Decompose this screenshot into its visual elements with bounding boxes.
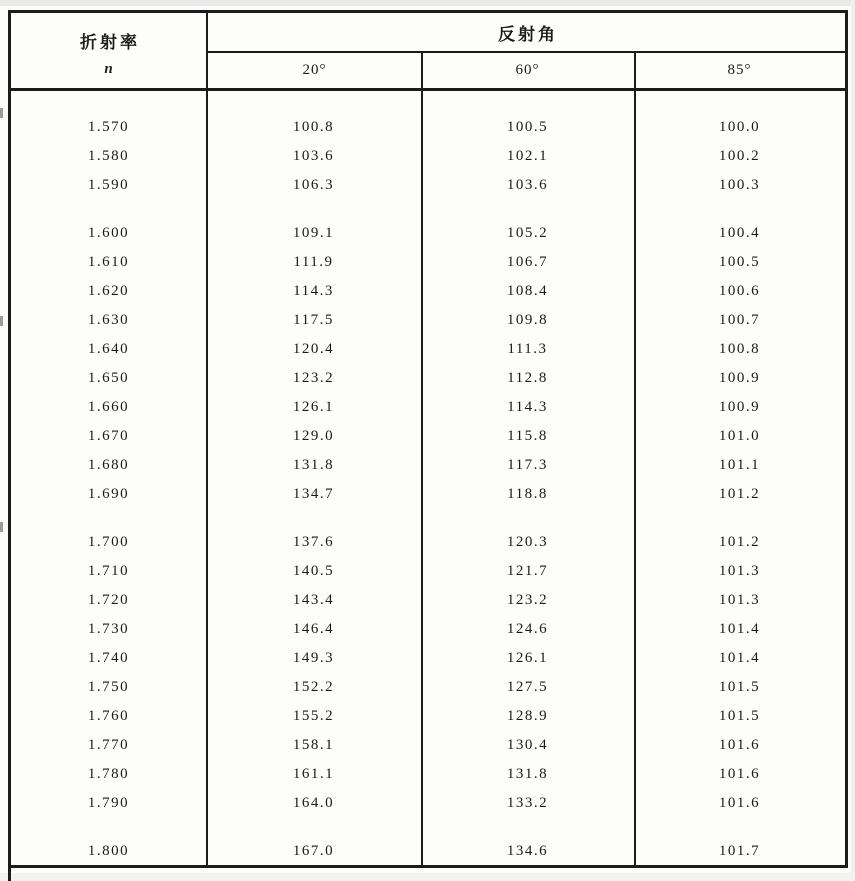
- table-body: [11, 91, 845, 865]
- reflection-angle-value-cell: 149.3: [292, 650, 335, 666]
- refractive-index-cell: 1.660: [87, 399, 130, 415]
- table-row: [11, 586, 845, 615]
- table-row: [11, 142, 845, 171]
- scan-edge-top: [0, 0, 855, 6]
- reflection-angle-table: [8, 10, 848, 868]
- reflection-angle-value-cell: 101.0: [718, 428, 761, 444]
- scan-tick-mark: [0, 108, 3, 118]
- table-row: [11, 528, 845, 557]
- reflection-angle-value-cell: 101.3: [718, 563, 761, 579]
- refractive-index-cell: 1.690: [87, 486, 130, 502]
- reflection-angle-value-cell: 100.3: [718, 177, 761, 193]
- refractive-index-cell: 1.710: [87, 563, 130, 579]
- table-row: [11, 615, 845, 644]
- reflection-angle-value-cell: 146.4: [292, 621, 335, 637]
- reflection-angle-value-cell: 100.4: [718, 225, 761, 241]
- refractive-index-cell: 1.650: [87, 370, 130, 386]
- reflection-angle-value-cell: 120.3: [506, 534, 549, 550]
- page-border-continuation: [8, 868, 11, 881]
- reflection-angle-value-cell: 140.5: [292, 563, 335, 579]
- reflection-angle-value-cell: 101.1: [718, 457, 761, 473]
- reflection-angle-value-cell: 103.6: [292, 148, 335, 164]
- table-row: [11, 760, 845, 789]
- reflection-angle-value-cell: 100.5: [506, 119, 549, 135]
- refractive-index-cell: 1.760: [87, 708, 130, 724]
- reflection-angle-value-cell: 118.8: [507, 486, 548, 502]
- table-row: [11, 364, 845, 393]
- reflection-angle-value-cell: 115.8: [507, 428, 548, 444]
- reflection-angle-value-cell: 100.5: [718, 254, 761, 270]
- refractive-index-cell: 1.640: [87, 341, 130, 357]
- reflection-angle-value-cell: 101.4: [718, 650, 761, 666]
- table-row: [11, 248, 845, 277]
- reflection-angle-group-header: 反射角: [498, 24, 558, 44]
- reflection-angle-value-cell: 100.9: [718, 370, 761, 386]
- refractive-index-cell: 1.620: [87, 283, 130, 299]
- reflection-angle-value-cell: 100.2: [718, 148, 761, 164]
- reflection-angle-value-cell: 114.3: [293, 283, 334, 299]
- refractive-index-cell: 1.670: [87, 428, 130, 444]
- reflection-angle-value-cell: 109.1: [292, 225, 335, 241]
- reflection-angle-value-cell: 100.7: [718, 312, 761, 328]
- reflection-angle-value-cell: 112.8: [507, 370, 548, 386]
- reflection-angle-value-cell: 121.7: [506, 563, 549, 579]
- reflection-angle-value-cell: 101.5: [718, 679, 761, 695]
- table-row: [11, 393, 845, 422]
- reflection-angle-value-cell: 143.4: [292, 592, 335, 608]
- reflection-angle-value-cell: 101.4: [718, 621, 761, 637]
- reflection-angle-value-cell: 106.7: [506, 254, 549, 270]
- group-gap: [11, 818, 845, 837]
- reflection-angle-value-cell: 134.7: [292, 486, 335, 502]
- refractive-index-cell: 1.770: [87, 737, 130, 753]
- table-row: [11, 171, 845, 200]
- table-row: [11, 480, 845, 509]
- reflection-angle-value-cell: 102.1: [506, 148, 549, 164]
- reflection-angle-value-cell: 127.5: [506, 679, 549, 695]
- reflection-angle-value-cell: 128.9: [506, 708, 549, 724]
- reflection-angle-value-cell: 131.8: [292, 457, 335, 473]
- table-row: [11, 335, 845, 364]
- reflection-angle-value-cell: 155.2: [292, 708, 335, 724]
- refractive-index-cell: 1.730: [87, 621, 130, 637]
- refractive-index-cell: 1.780: [87, 766, 130, 782]
- refractive-index-cell: 1.750: [87, 679, 130, 695]
- refractive-index-cell: 1.590: [87, 177, 130, 193]
- reflection-angle-value-cell: 100.0: [718, 119, 761, 135]
- scan-tick-mark: [0, 522, 3, 532]
- reflection-angle-value-cell: 100.8: [292, 119, 335, 135]
- reflection-angle-value-cell: 131.8: [506, 766, 549, 782]
- angle-column-header-60: 60°: [515, 62, 540, 78]
- reflection-angle-value-cell: 100.8: [718, 341, 761, 357]
- refractive-index-symbol: n: [104, 60, 113, 77]
- scan-edge-right: [851, 0, 855, 881]
- reflection-angle-value-cell: 167.0: [292, 843, 335, 859]
- reflection-angle-value-cell: 126.1: [506, 650, 549, 666]
- table-row: [11, 731, 845, 760]
- reflection-angle-value-cell: 133.2: [506, 795, 549, 811]
- reflection-angle-value-cell: 164.0: [292, 795, 335, 811]
- reflection-angle-value-cell: 161.1: [292, 766, 335, 782]
- table-row: [11, 644, 845, 673]
- reflection-angle-value-cell: 108.4: [506, 283, 549, 299]
- refractive-index-cell: 1.580: [87, 148, 130, 164]
- reflection-angle-value-cell: 105.2: [506, 225, 549, 241]
- reflection-angle-value-cell: 152.2: [292, 679, 335, 695]
- table-row: [11, 113, 845, 142]
- reflection-angle-value-cell: 117.3: [507, 457, 548, 473]
- table-row: [11, 451, 845, 480]
- refractive-index-cell: 1.740: [87, 650, 130, 666]
- table-row: [11, 557, 845, 586]
- refractive-index-cell: 1.790: [87, 795, 130, 811]
- reflection-angle-value-cell: 134.6: [506, 843, 549, 859]
- table-row: [11, 219, 845, 248]
- refractive-index-cell: 1.720: [87, 592, 130, 608]
- reflection-angle-value-cell: 130.4: [506, 737, 549, 753]
- reflection-angle-value-cell: 158.1: [292, 737, 335, 753]
- reflection-angle-value-cell: 100.9: [718, 399, 761, 415]
- group-gap: [11, 509, 845, 528]
- reflection-angle-value-cell: 103.6: [506, 177, 549, 193]
- reflection-angle-value-cell: 101.2: [718, 534, 761, 550]
- reflection-angle-value-cell: 101.3: [718, 592, 761, 608]
- reflection-angle-value-cell: 120.4: [292, 341, 335, 357]
- reflection-angle-value-cell: 111.3: [507, 341, 548, 357]
- reflection-angle-value-cell: 123.2: [506, 592, 549, 608]
- refractive-index-cell: 1.630: [87, 312, 130, 328]
- table-row: [11, 673, 845, 702]
- refractive-index-cell: 1.610: [87, 254, 130, 270]
- table-row: [11, 837, 845, 866]
- refractive-index-cell: 1.680: [87, 457, 130, 473]
- reflection-angle-value-cell: 126.1: [292, 399, 335, 415]
- angle-subheader-row: [208, 53, 845, 88]
- reflection-angle-value-cell: 129.0: [292, 428, 335, 444]
- reflection-angle-value-cell: 101.5: [718, 708, 761, 724]
- reflection-angle-value-cell: 101.6: [718, 795, 761, 811]
- table-header: [11, 13, 845, 91]
- refractive-index-cell: 1.700: [87, 534, 130, 550]
- refractive-index-cell: 1.800: [87, 843, 130, 859]
- reflection-angle-value-cell: 106.3: [292, 177, 335, 193]
- table-row: [11, 306, 845, 335]
- table-row: [11, 702, 845, 731]
- refractive-index-label: 折射率: [80, 32, 140, 52]
- reflection-angle-value-cell: 101.7: [718, 843, 761, 859]
- refractive-index-cell: 1.600: [87, 225, 130, 241]
- reflection-angle-value-cell: 117.5: [293, 312, 334, 328]
- reflection-angle-value-cell: 100.6: [718, 283, 761, 299]
- refractive-index-header-cell: [11, 13, 206, 91]
- angle-column-header-85: 85°: [727, 62, 752, 78]
- reflection-angle-value-cell: 114.3: [507, 399, 548, 415]
- refractive-index-cell: 1.570: [87, 119, 130, 135]
- table-row: [11, 422, 845, 451]
- reflection-angle-value-cell: 101.2: [718, 486, 761, 502]
- scan-edge-bottom: [0, 873, 855, 881]
- scan-tick-mark: [0, 316, 3, 326]
- reflection-angle-value-cell: 101.6: [718, 766, 761, 782]
- group-gap: [11, 200, 845, 219]
- reflection-angle-value-cell: 124.6: [506, 621, 549, 637]
- reflection-angle-value-cell: 137.6: [292, 534, 335, 550]
- reflection-angle-value-cell: 109.8: [506, 312, 549, 328]
- table-row: [11, 789, 845, 818]
- reflection-angle-value-cell: 111.9: [293, 254, 334, 270]
- reflection-angle-value-cell: 101.6: [718, 737, 761, 753]
- reflection-angle-value-cell: 123.2: [292, 370, 335, 386]
- angle-column-header-20: 20°: [302, 62, 327, 78]
- table-row: [11, 277, 845, 306]
